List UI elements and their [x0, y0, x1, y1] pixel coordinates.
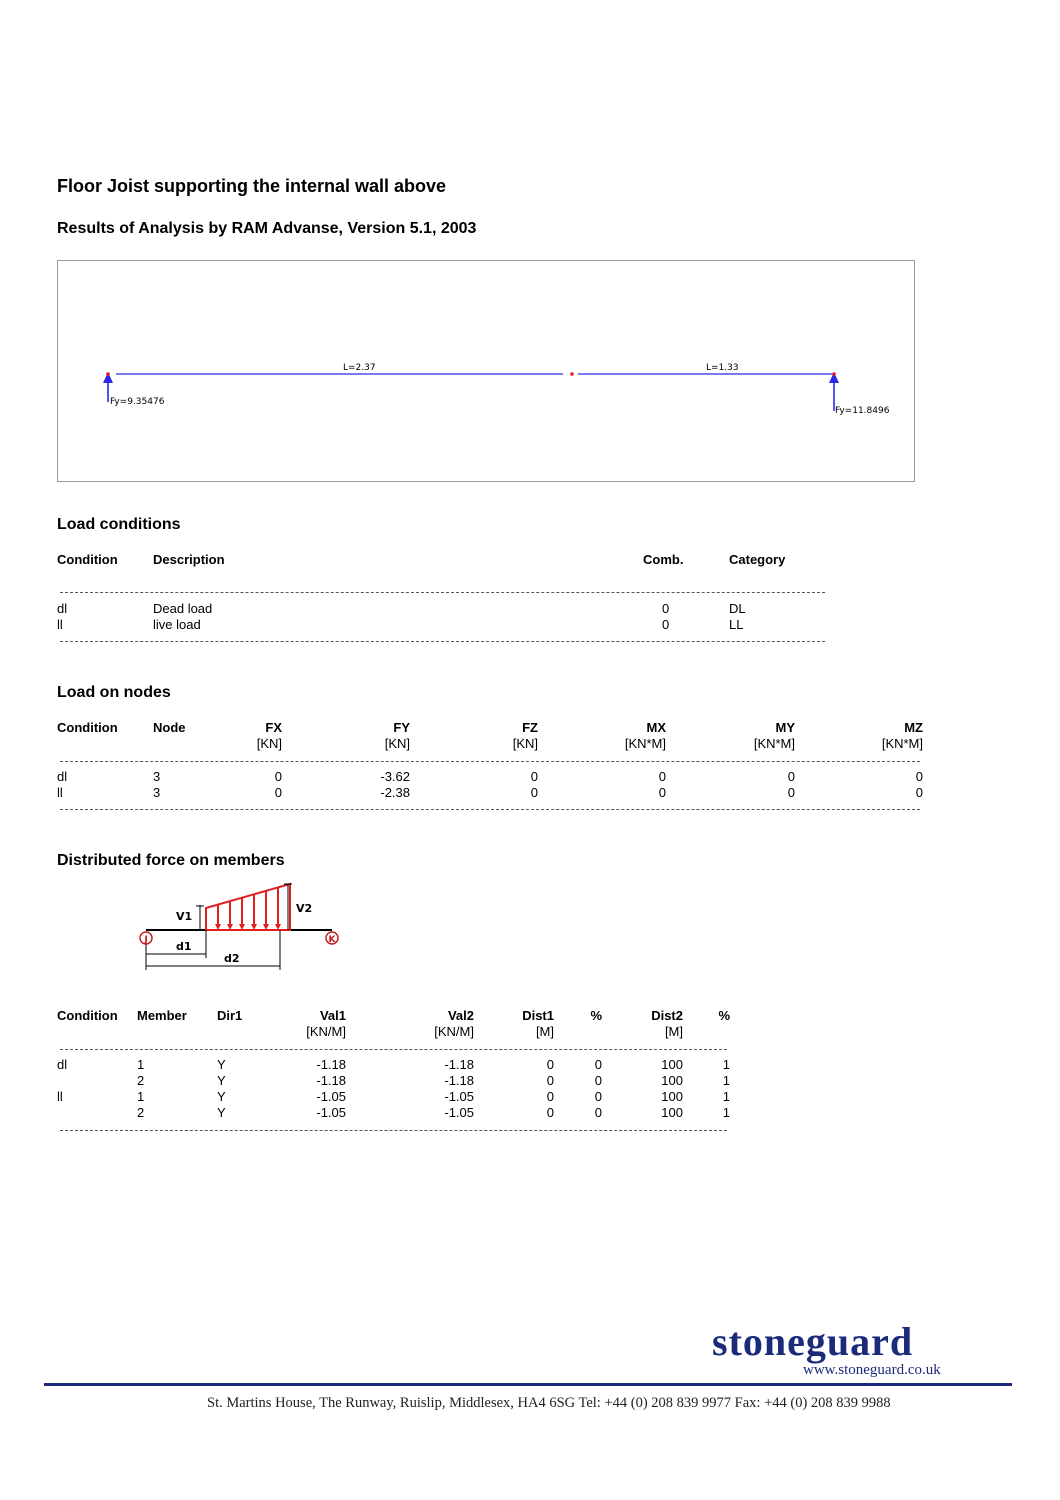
df-cell-dir1: Y	[217, 1105, 226, 1120]
df-header-val2: Val2	[447, 1008, 474, 1023]
df-cell-dist1: 0	[546, 1105, 554, 1120]
ln-unit-fy: [KN]	[384, 736, 410, 751]
ln-header-condition: Condition	[57, 720, 118, 735]
load-conditions-heading: Load conditions	[57, 516, 181, 533]
ln-cell-my: 0	[787, 785, 795, 800]
beam-diagram	[57, 260, 915, 482]
company-website: www.stoneguard.co.uk	[803, 1362, 941, 1378]
svg-text:J: J	[144, 935, 148, 945]
ln-header-fy: FY	[393, 720, 410, 735]
df-cell-pct1: 0	[594, 1057, 602, 1072]
df-cell-member: 1	[137, 1057, 145, 1072]
df-cell-val1: -1.05	[316, 1105, 346, 1120]
df-cell-condition: ll	[57, 1089, 63, 1104]
ln-cell-fz: 0	[530, 769, 538, 784]
df-cell-dist2: 100	[661, 1089, 683, 1104]
df-header-condition: Condition	[57, 1008, 118, 1023]
df-header-dist2: Dist2	[651, 1008, 683, 1023]
ln-divider-bottom	[60, 809, 920, 810]
d2-label: d2	[224, 952, 240, 965]
df-cell-pct2: 1	[722, 1105, 730, 1120]
df-unit-dist2: [M]	[664, 1024, 683, 1039]
df-cell-val1: -1.18	[316, 1073, 346, 1088]
ln-cell-condition: dl	[57, 769, 68, 784]
ln-unit-fz: [KN]	[512, 736, 538, 751]
node-j-icon	[140, 932, 152, 945]
lc-cell-category: DL	[729, 601, 746, 616]
beam-mid-node	[570, 372, 574, 376]
lc-cell-comb: 0	[662, 601, 670, 616]
ln-cell-fz: 0	[530, 785, 538, 800]
v1-label: V1	[176, 910, 193, 923]
ln-unit-mz: [KN*M]	[881, 736, 923, 751]
df-unit-val1: [KN/M]	[306, 1024, 346, 1039]
svg-text:K: K	[328, 935, 336, 945]
lc-cell-condition: ll	[57, 617, 63, 632]
df-cell-val2: -1.05	[444, 1089, 474, 1104]
ln-header-fx: FX	[265, 720, 282, 735]
df-cell-member: 2	[137, 1073, 145, 1088]
node-k-icon	[326, 932, 338, 945]
df-cell-condition: dl	[57, 1057, 68, 1072]
df-header-val1: Val1	[319, 1008, 346, 1023]
ln-divider-top	[60, 761, 920, 762]
df-cell-dist1: 0	[546, 1057, 554, 1072]
ln-cell-fx: 0	[274, 769, 282, 784]
span-2-length-label: L=1.33	[706, 363, 739, 373]
df-cell-member: 1	[137, 1089, 145, 1104]
page-subtitle: Results of Analysis by RAM Advanse, Version 5.1, 2003	[57, 220, 477, 237]
df-cell-pct1: 0	[594, 1073, 602, 1088]
ln-cell-node: 3	[153, 785, 161, 800]
stoneguard-logo: stoneguard	[712, 1319, 914, 1364]
df-cell-dir1: Y	[217, 1057, 226, 1072]
lc-cell-condition: dl	[57, 601, 68, 616]
d1-label: d1	[176, 940, 192, 953]
df-header-member: Member	[137, 1008, 187, 1023]
ln-unit-mx: [KN*M]	[624, 736, 666, 751]
ln-unit-my: [KN*M]	[753, 736, 795, 751]
ln-cell-node: 3	[153, 769, 161, 784]
distributed-heading: Distributed force on members	[57, 852, 285, 869]
df-header-dist1: Dist1	[522, 1008, 554, 1023]
lc-cell-category: LL	[729, 617, 744, 632]
df-header-pct2: %	[718, 1008, 730, 1023]
df-cell-member: 2	[137, 1105, 145, 1120]
df-cell-val1: -1.18	[316, 1057, 346, 1072]
lc-header-category: Category	[729, 552, 786, 567]
ln-cell-fy: -2.38	[380, 785, 410, 800]
df-cell-val2: -1.05	[444, 1105, 474, 1120]
lc-divider-bottom	[60, 641, 825, 642]
df-cell-val1: -1.05	[316, 1089, 346, 1104]
ln-cell-mz: 0	[915, 769, 923, 784]
left-reaction-label: Fy=9.35476	[110, 397, 165, 407]
lc-divider-top	[60, 592, 825, 593]
ln-cell-fx: 0	[274, 785, 282, 800]
df-cell-val2: -1.18	[444, 1073, 474, 1088]
df-cell-pct2: 1	[722, 1089, 730, 1104]
lc-cell-description: live load	[153, 617, 201, 632]
v2-label: V2	[296, 902, 313, 915]
lc-cell-description: Dead load	[153, 601, 213, 616]
df-header-pct1: %	[590, 1008, 602, 1023]
ln-cell-mx: 0	[658, 769, 666, 784]
df-cell-dist2: 100	[661, 1105, 683, 1120]
df-cell-dir1: Y	[217, 1073, 226, 1088]
ln-cell-condition: ll	[57, 785, 63, 800]
lc-cell-comb: 0	[662, 617, 670, 632]
lc-header-comb: Comb.	[643, 552, 684, 567]
company-address: St. Martins House, The Runway, Ruislip, Middlesex, HA4 6SG Tel: +44 (0) 208 839 9977 Fax: +44 (0) 208 839 9988	[207, 1395, 891, 1411]
load-on-nodes-heading: Load on nodes	[57, 684, 171, 701]
df-header-dir1: Dir1	[217, 1008, 243, 1023]
page-title: Floor Joist supporting the internal wall above	[57, 176, 447, 196]
df-cell-pct2: 1	[722, 1057, 730, 1072]
right-reaction-label: Fy=11.8496	[835, 406, 890, 416]
df-cell-val2: -1.18	[444, 1057, 474, 1072]
df-unit-val2: [KN/M]	[434, 1024, 474, 1039]
df-cell-dist2: 100	[661, 1073, 683, 1088]
ln-unit-fx: [KN]	[256, 736, 282, 751]
df-cell-dist1: 0	[546, 1089, 554, 1104]
lc-header-condition: Condition	[57, 552, 118, 567]
ln-header-node: Node	[153, 720, 186, 735]
df-divider-top	[60, 1049, 727, 1050]
ln-header-my: MY	[775, 720, 795, 735]
df-cell-pct2: 1	[722, 1073, 730, 1088]
df-cell-pct1: 0	[594, 1089, 602, 1104]
ln-cell-fy: -3.62	[380, 769, 410, 784]
df-cell-dist1: 0	[546, 1073, 554, 1088]
footer-divider	[44, 1383, 1012, 1386]
beam-diagram-svg	[58, 261, 914, 481]
distributed-load-diagram	[136, 878, 350, 978]
ln-cell-my: 0	[787, 769, 795, 784]
load-arrows-icon	[218, 888, 278, 928]
span-1-length-label: L=2.37	[343, 363, 376, 373]
df-cell-dir1: Y	[217, 1089, 226, 1104]
df-unit-dist1: [M]	[535, 1024, 554, 1039]
ln-header-mz: MZ	[904, 720, 923, 735]
ln-cell-mz: 0	[915, 785, 923, 800]
df-divider-bottom	[60, 1130, 727, 1131]
lc-header-description: Description	[153, 552, 225, 567]
ln-header-fz: FZ	[522, 720, 538, 735]
df-cell-dist2: 100	[661, 1057, 683, 1072]
df-cell-pct1: 0	[594, 1105, 602, 1120]
ln-cell-mx: 0	[658, 785, 666, 800]
ln-header-mx: MX	[646, 720, 666, 735]
